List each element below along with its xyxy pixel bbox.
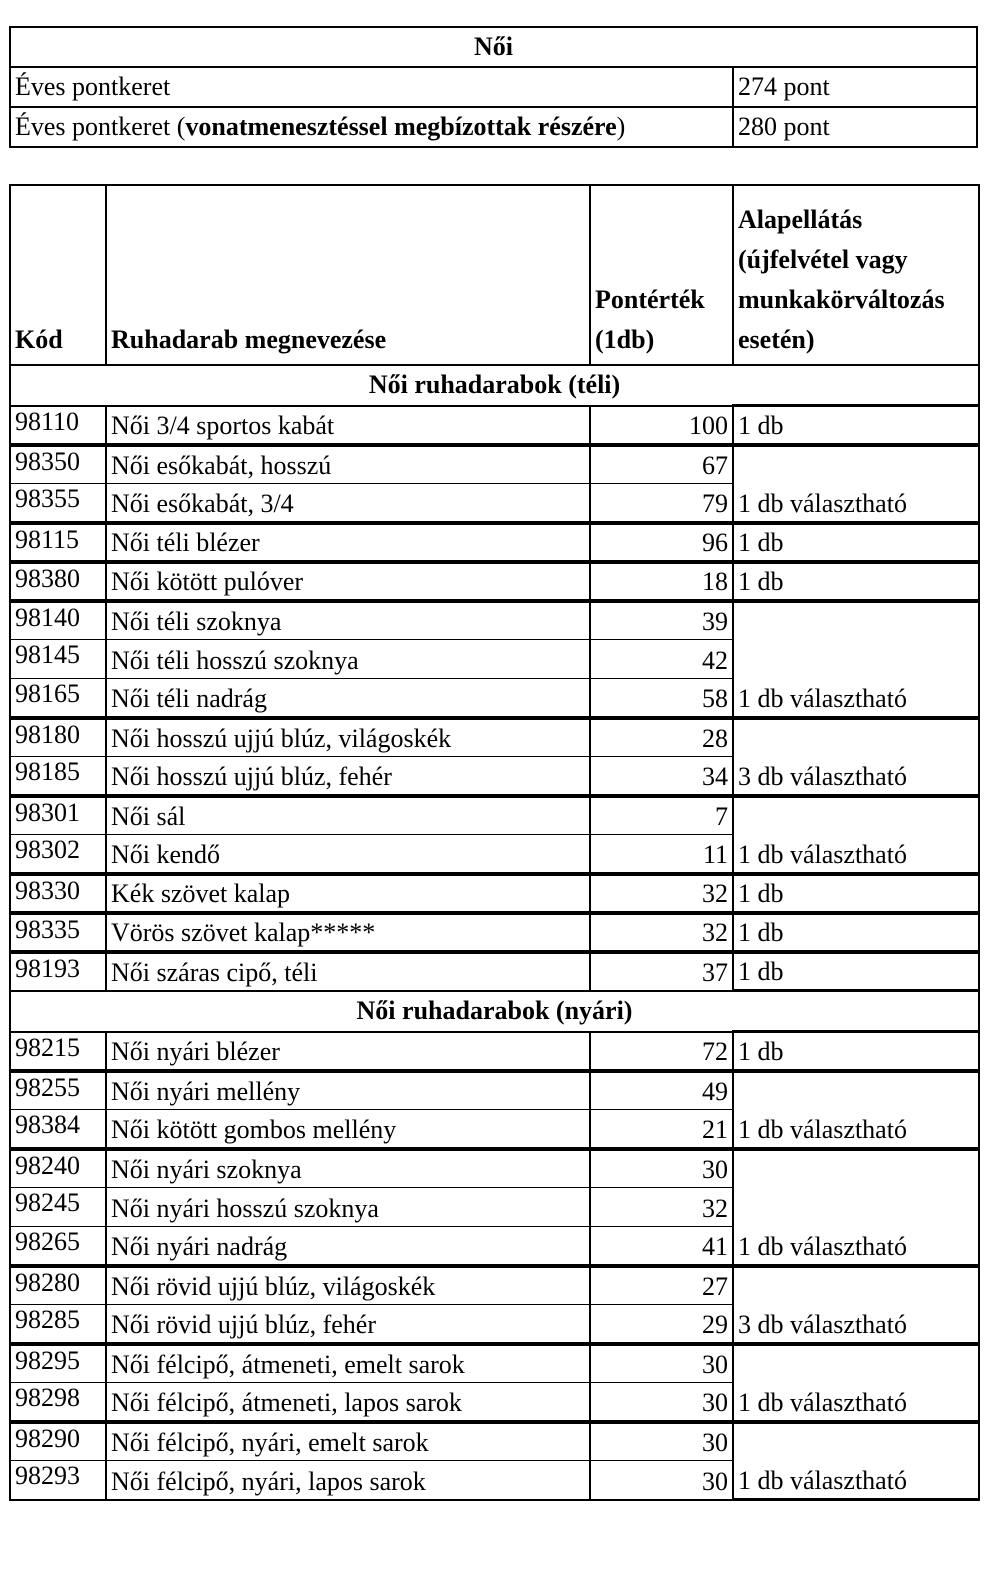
item-name: Női nyári mellény — [106, 1071, 590, 1110]
item-name: Női félcipő, nyári, lapos sarok — [106, 1461, 590, 1500]
item-supply: 1 db választható — [733, 1422, 979, 1500]
item-code: 98245 — [10, 1188, 106, 1227]
item-name: Női kötött gombos mellény — [106, 1110, 590, 1149]
budget-row — [10, 107, 977, 147]
item-name: Vörös szövet kalap***** — [106, 913, 590, 952]
item-name: Női hosszú ujjú blúz, fehér — [106, 757, 590, 796]
item-points: 67 — [590, 445, 733, 484]
column-header-row — [10, 185, 979, 365]
item-supply: 1 db — [733, 1032, 979, 1071]
item-code: 98280 — [10, 1266, 106, 1305]
section-header-row — [10, 365, 979, 406]
points-budget-table — [9, 26, 978, 148]
item-name: Női téli nadrág — [106, 679, 590, 718]
table-row — [10, 1071, 979, 1110]
item-points: 39 — [590, 601, 733, 640]
table-row — [10, 1344, 979, 1383]
item-points: 32 — [590, 913, 733, 952]
item-points: 42 — [590, 640, 733, 679]
item-points: 30 — [590, 1422, 733, 1461]
budget-label-suffix: ) — [616, 112, 626, 141]
item-supply: 3 db választható — [733, 1266, 979, 1344]
item-supply: 1 db — [733, 913, 979, 952]
budget-label-text: Éves pontkeret — [15, 72, 171, 101]
table-row — [10, 952, 979, 991]
item-name: Női 3/4 sportos kabát — [106, 406, 590, 445]
item-code: 98293 — [10, 1461, 106, 1500]
item-code: 98110 — [10, 406, 106, 445]
item-supply: 1 db — [733, 952, 979, 991]
section-title: Női ruhadarabok (nyári) — [10, 991, 979, 1032]
item-supply: 1 db választható — [733, 1344, 979, 1422]
item-supply: 1 db — [733, 406, 979, 445]
budget-value: 274 pont — [733, 67, 977, 107]
table-row — [10, 1422, 979, 1461]
table-row — [10, 445, 979, 484]
item-points: 18 — [590, 562, 733, 601]
item-points: 32 — [590, 874, 733, 913]
item-name: Női rövid ujjú blúz, fehér — [106, 1305, 590, 1344]
item-points: 100 — [590, 406, 733, 445]
item-name: Női kötött pulóver — [106, 562, 590, 601]
item-points: 7 — [590, 796, 733, 835]
item-code: 98115 — [10, 523, 106, 562]
column-header-code: Kód — [10, 185, 106, 365]
budget-value: 280 pont — [733, 107, 977, 147]
item-name: Női nyári szoknya — [106, 1149, 590, 1188]
section-header-row — [10, 991, 979, 1032]
item-name: Női sál — [106, 796, 590, 835]
clothing-items-table — [9, 184, 980, 1501]
item-supply: 1 db választható — [733, 601, 979, 718]
item-code: 98265 — [10, 1227, 106, 1266]
item-code: 98185 — [10, 757, 106, 796]
budget-row — [10, 67, 977, 107]
item-code: 98384 — [10, 1110, 106, 1149]
item-code: 98330 — [10, 874, 106, 913]
item-points: 37 — [590, 952, 733, 991]
item-supply: 3 db választható — [733, 718, 979, 796]
table-row — [10, 1032, 979, 1071]
item-points: 96 — [590, 523, 733, 562]
item-name: Női esőkabát, hosszú — [106, 445, 590, 484]
item-code: 98350 — [10, 445, 106, 484]
item-name: Női nyári blézer — [106, 1032, 590, 1071]
item-points: 49 — [590, 1071, 733, 1110]
item-points: 79 — [590, 484, 733, 523]
item-supply: 1 db — [733, 523, 979, 562]
item-points: 27 — [590, 1266, 733, 1305]
item-name: Női nyári nadrág — [106, 1227, 590, 1266]
item-name: Női félcipő, átmeneti, lapos sarok — [106, 1383, 590, 1422]
item-points: 29 — [590, 1305, 733, 1344]
item-code: 98140 — [10, 601, 106, 640]
item-points: 41 — [590, 1227, 733, 1266]
item-code: 98302 — [10, 835, 106, 874]
title-row — [10, 27, 977, 67]
budget-label — [10, 67, 733, 107]
budget-label — [10, 107, 733, 147]
item-points: 30 — [590, 1344, 733, 1383]
table-row — [10, 562, 979, 601]
item-code: 98335 — [10, 913, 106, 952]
item-code: 98165 — [10, 679, 106, 718]
item-code: 98290 — [10, 1422, 106, 1461]
item-points: 32 — [590, 1188, 733, 1227]
item-code: 98180 — [10, 718, 106, 757]
item-points: 72 — [590, 1032, 733, 1071]
section-title: Női ruhadarabok (téli) — [10, 365, 979, 406]
table-row — [10, 406, 979, 445]
item-supply: 1 db — [733, 562, 979, 601]
table-row — [10, 796, 979, 835]
item-code: 98380 — [10, 562, 106, 601]
item-points: 58 — [590, 679, 733, 718]
item-supply: 1 db — [733, 874, 979, 913]
item-points: 30 — [590, 1461, 733, 1500]
item-name: Női rövid ujjú blúz, világoskék — [106, 1266, 590, 1305]
item-code: 98215 — [10, 1032, 106, 1071]
item-supply: 1 db választható — [733, 445, 979, 523]
column-header-points: Pontérték (1db) — [590, 185, 733, 365]
item-name: Női esőkabát, 3/4 — [106, 484, 590, 523]
item-code: 98301 — [10, 796, 106, 835]
column-header-name: Ruhadarab megnevezése — [106, 185, 590, 365]
item-points: 11 — [590, 835, 733, 874]
item-code: 98285 — [10, 1305, 106, 1344]
item-code: 98298 — [10, 1383, 106, 1422]
item-code: 98240 — [10, 1149, 106, 1188]
item-points: 30 — [590, 1149, 733, 1188]
table-title: Női — [10, 27, 977, 67]
item-name: Női száras cipő, téli — [106, 952, 590, 991]
item-name: Női kendő — [106, 835, 590, 874]
item-points: 30 — [590, 1383, 733, 1422]
budget-label-bold: vonatmenesztéssel megbízottak részére — [185, 112, 617, 141]
item-code: 98355 — [10, 484, 106, 523]
item-supply: 1 db választható — [733, 1071, 979, 1149]
item-supply: 1 db választható — [733, 1149, 979, 1266]
table-row — [10, 913, 979, 952]
table-row — [10, 601, 979, 640]
item-name: Női nyári hosszú szoknya — [106, 1188, 590, 1227]
table-row — [10, 523, 979, 562]
item-code: 98255 — [10, 1071, 106, 1110]
table-row — [10, 874, 979, 913]
column-header-supply: Alapellátás (újfelvétel vagy munkakörváltozás esetén) — [733, 185, 979, 365]
table-row — [10, 1149, 979, 1188]
item-name: Kék szövet kalap — [106, 874, 590, 913]
item-name: Női téli szoknya — [106, 601, 590, 640]
item-name: Női félcipő, átmeneti, emelt sarok — [106, 1344, 590, 1383]
item-name: Női félcipő, nyári, emelt sarok — [106, 1422, 590, 1461]
table-row — [10, 718, 979, 757]
item-name: Női téli hosszú szoknya — [106, 640, 590, 679]
item-name: Női hosszú ujjú blúz, világoskék — [106, 718, 590, 757]
item-code: 98193 — [10, 952, 106, 991]
item-supply: 1 db választható — [733, 796, 979, 874]
item-name: Női téli blézer — [106, 523, 590, 562]
item-code: 98145 — [10, 640, 106, 679]
table-row — [10, 1266, 979, 1305]
item-code: 98295 — [10, 1344, 106, 1383]
budget-label-text: Éves pontkeret ( — [15, 112, 186, 141]
item-points: 28 — [590, 718, 733, 757]
item-points: 34 — [590, 757, 733, 796]
item-points: 21 — [590, 1110, 733, 1149]
